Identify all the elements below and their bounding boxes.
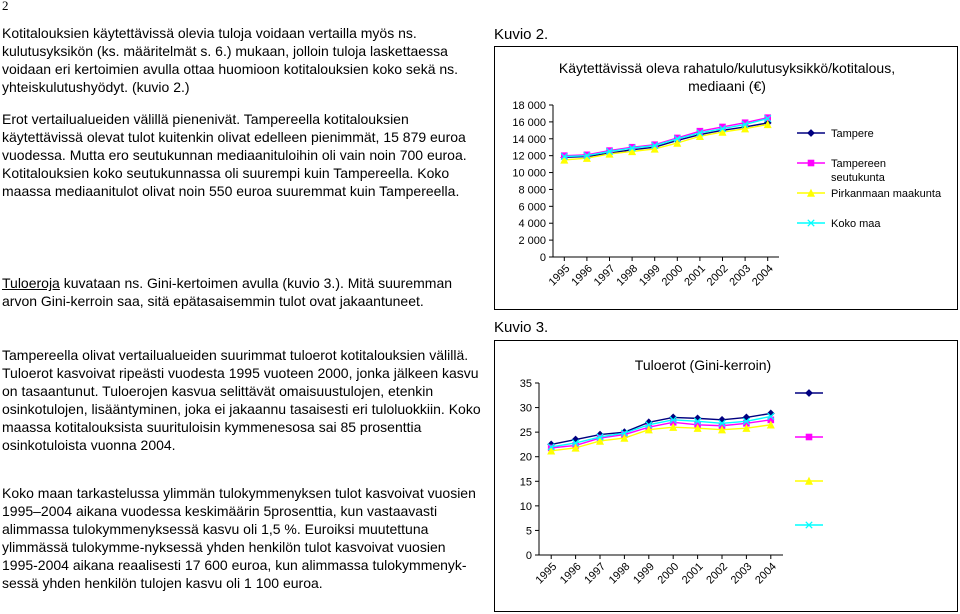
x-tick-label: 2001: [679, 560, 706, 587]
x-tick-label: 2003: [728, 560, 755, 587]
series-line: [564, 123, 767, 157]
legend-marker: [806, 390, 812, 396]
y-tick-label: 0: [525, 550, 532, 562]
legend-label: seutukunta: [831, 172, 885, 184]
legend-label: Tampere: [831, 128, 874, 140]
y-tick-label: 10 000: [512, 167, 546, 180]
x-tick-label: 2000: [655, 560, 682, 587]
y-tick-label: 12 000: [512, 150, 546, 163]
legend-label: Pirkanmaan maakunta: [831, 188, 942, 200]
x-tick-label: 1999: [637, 262, 663, 289]
y-tick-label: 15: [519, 476, 532, 489]
x-tick-label: 1996: [557, 560, 584, 587]
legend-label: Koko maa: [831, 218, 881, 230]
series-line: [564, 118, 767, 156]
paragraph-tampere-income-gaps: Tampereella olivat vertailualueiden suurimmat tuloerot kotitalouksien välillä. Tuloerot kasvoivat ripeästi vuodesta 1995 vuoteen 2000, jonka jälkeen kasvu on tasaantunut. Tuloerojen kasvua selittävät omaisuustulojen, etenkin osinkotulojen, lisääntyminen, joka ei jakaannu tasaisesti eri tuloluokkiin. Koko maassa kotitalouksista suurituloisin kymmenesosa sai 85 prosenttia osinkotuloista vuonna 2004.: [2, 347, 481, 454]
chart-gini-svg: [495, 341, 957, 611]
x-tick-label: 1998: [614, 262, 641, 289]
y-tick-label: 10: [519, 500, 532, 513]
y-tick-label: 30: [519, 402, 532, 415]
y-tick-label: 5: [525, 525, 532, 538]
gini-lead-rest: kuvataan ns. Gini-kertoimen avulla (kuvio 3.).: [59, 275, 344, 291]
x-tick-label: 2002: [704, 262, 731, 289]
chart-income-median: [494, 46, 958, 310]
paragraph-gini: [2, 274, 482, 310]
y-tick-label: 6 000: [518, 201, 546, 214]
x-tick-label: 2002: [704, 560, 731, 587]
figure-3-label: Kuvio 3.: [494, 319, 549, 336]
x-tick-label: 1997: [591, 262, 618, 289]
x-tick-label: 2004: [753, 560, 779, 587]
x-tick-label: 2000: [659, 262, 686, 289]
paragraph-differences: Erot vertailualueiden välillä pienenivät. Tampereella kotitalouksien käytettävissä olevat tulot kuitenkin olivat edelleen pienimmät, 15 879 euroa vuodessa. Mutta ero seutukunnan mediaanituloihin oli vain noin 700 euroa. Kotitalouksien koko seutukunnassa oli suurempi kuin Tampereella. Koko maassa mediaanitulot olivat noin 550 euroa suuremmat kuin Tampereella.: [2, 111, 467, 200]
chart-title: Käytettävissä oleva rahatulo/kulutusyksikkö/kotitalous,: [558, 60, 896, 76]
y-tick-label: 25: [519, 427, 532, 440]
y-tick-label: 14 000: [512, 133, 546, 146]
x-tick-label: 2003: [727, 262, 754, 289]
chart-title: Tuloerot (Gini-kerroin): [634, 357, 772, 373]
x-tick-label: 2001: [682, 262, 709, 289]
chart-gini: [494, 340, 958, 612]
legend-marker: [808, 130, 814, 136]
x-tick-label: 1996: [569, 262, 596, 289]
x-tick-label: 1997: [582, 560, 609, 587]
x-tick-label: 1999: [631, 560, 657, 587]
page-number: 2: [2, 0, 9, 13]
data-point: [719, 417, 725, 423]
legend-marker: [808, 160, 814, 166]
y-tick-label: 4 000: [518, 218, 546, 231]
chart-income-median-svg: [495, 47, 957, 309]
paragraph-intro: Kotitalouksien käytettävissä olevia tuloja voidaan vertailla myös ns. kulutusyksikön (ks. määritelmät s. 6.) mukaan, jolloin tuloja laskettaessa voidaan eri kertoimien avulla ottaa huomioon kotitalouksien koko sekä ns. yhteiskulutushyödyt. (kuvio 2.): [2, 25, 459, 96]
legend-marker: [806, 434, 812, 440]
y-tick-label: 8 000: [518, 184, 546, 197]
series-line: [551, 420, 771, 448]
x-tick-label: 1998: [606, 560, 633, 587]
y-tick-label: 20: [519, 451, 532, 464]
gini-lead-term: Tuloeroja: [2, 275, 60, 291]
y-tick-label: 0: [539, 252, 546, 264]
y-tick-label: 16 000: [512, 116, 546, 129]
gini-explanation: Mitä suuremman arvon Gini-kerroin saa, sitä epätasaisemmin tulot ovat jakaantuneet.: [2, 275, 453, 310]
legend-label: Tampereen: [831, 158, 887, 170]
x-tick-label: 1995: [546, 262, 573, 289]
y-tick-label: 35: [519, 378, 532, 390]
y-tick-label: 18 000: [512, 100, 546, 112]
figure-2-label: Kuvio 2.: [494, 26, 549, 43]
paragraph-national-deciles: Koko maan tarkastelussa ylimmän tulokymmenyksen tulot kasvoivat vuosien 1995–2004 aikana vuodessa keskimäärin 5prosenttia, kun vastaavasti alimmassa tulokymmenyksessä kasvu oli 1,5 %. Euroiksi muutettuna ylimmässä tulokymme-nyksessä yhden henkilön tulot kasvoivat vuosien 1995-2004 aikana reaalisesti 17 600 euroa, kun alimmassa tulokymmenyk-sessä yhden henkilön tulojen kasvu oli 1 100 euroa.: [2, 485, 476, 592]
y-tick-label: 2 000: [518, 235, 546, 248]
x-tick-label: 1995: [533, 560, 560, 587]
x-tick-label: 2004: [750, 262, 776, 289]
chart-title: mediaani (€): [688, 78, 766, 94]
